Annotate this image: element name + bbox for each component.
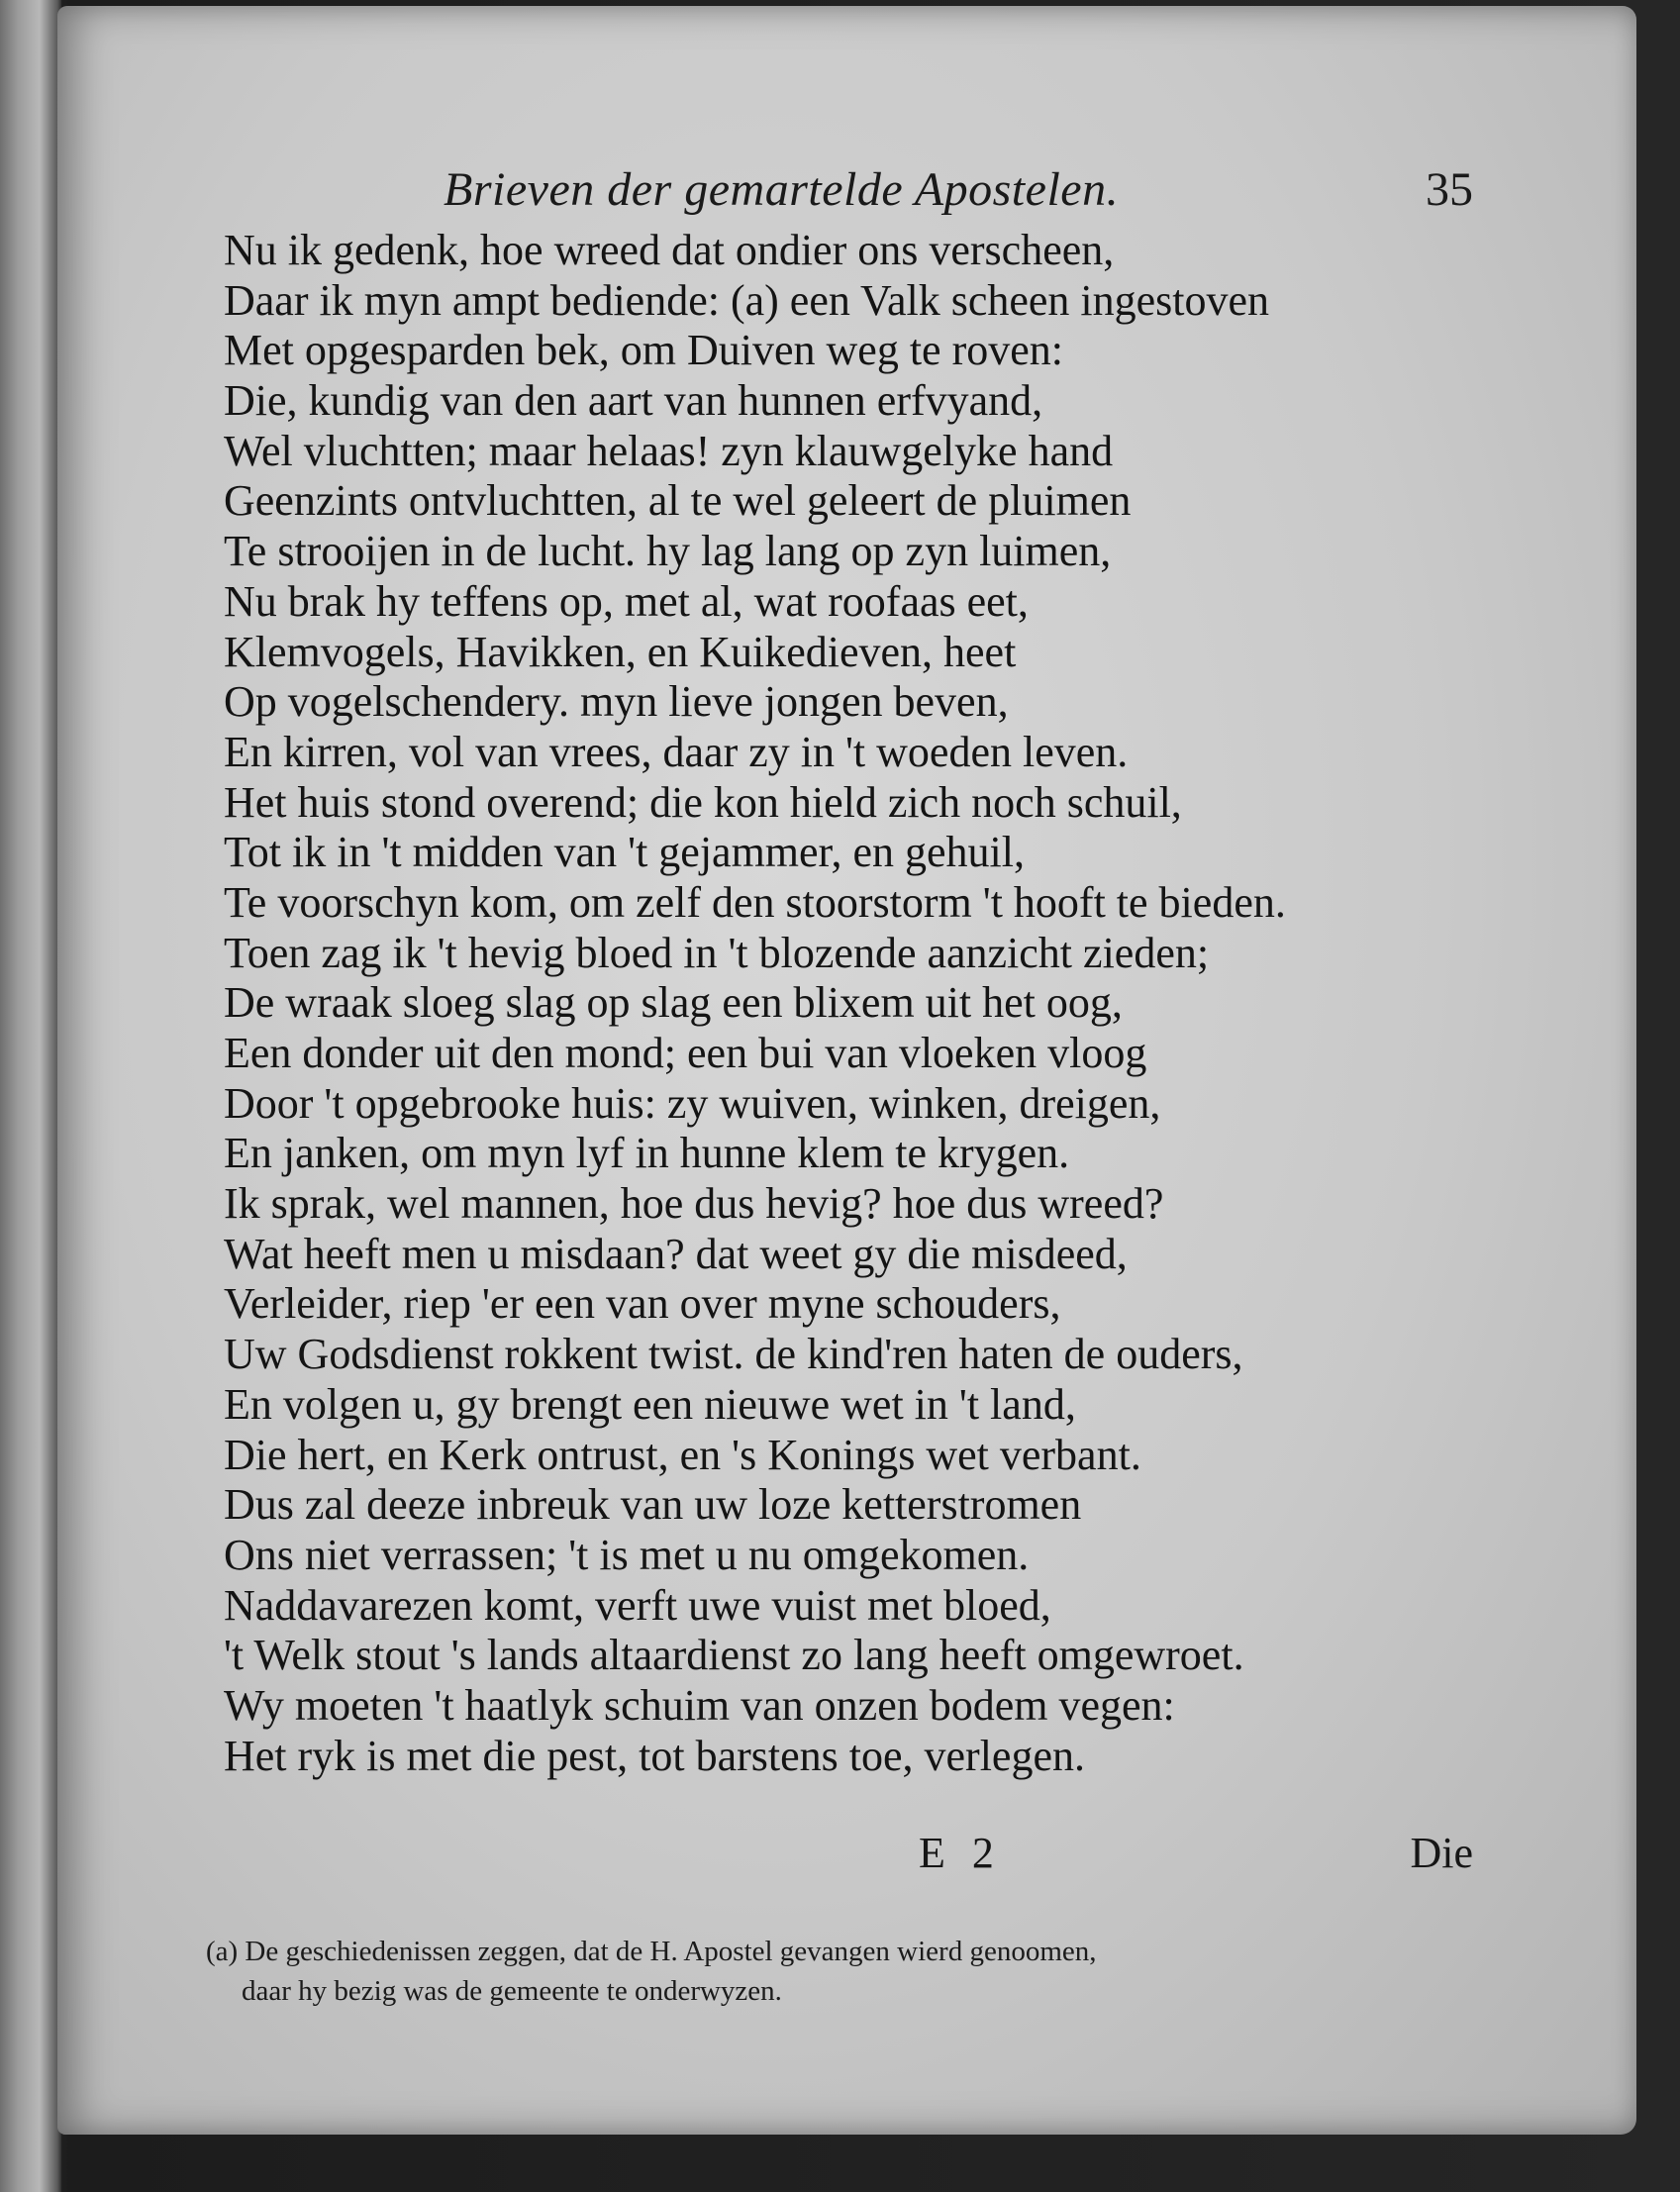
verse-line: Nu brak hy teffens op, met al, wat roofaas eet, [224, 576, 1029, 626]
running-title: Brieven der gemartelde Apostelen. [444, 163, 1120, 216]
verse-line: Dus zal deeze inbreuk van uw loze ketterstromen [224, 1480, 1082, 1530]
page-header [444, 162, 1473, 222]
verse-line: En janken, om myn lyf in hunne klem te krygen. [224, 1129, 1070, 1178]
verse-line: Te strooijen in de lucht. hy lag lang op zyn luimen, [224, 527, 1112, 576]
left-page-edge [0, 0, 61, 2192]
verse-line: Die, kundig van den aart van hunnen erfvyand, [224, 376, 1043, 426]
verse-line: Verleider, riep 'er een van over myne schouders, [224, 1279, 1061, 1329]
verse-line: Naddavarezen komt, verft uwe vuist met bloed, [224, 1580, 1051, 1630]
verse-line: Te voorschyn kom, om zelf den stoorstorm 't hooft te bieden. [224, 877, 1286, 927]
verse-block [224, 226, 1501, 1781]
book-page [57, 6, 1636, 2135]
verse-line: Wat heeft men u misdaan? dat weet gy die misdeed, [224, 1229, 1128, 1278]
verse-line: En volgen u, gy brengt een nieuwe wet in 't land, [224, 1379, 1076, 1429]
verse-line: Uw Godsdienst rokkent twist. de kind'ren haten de ouders, [224, 1330, 1243, 1379]
verse-line: Daar ik myn ampt bediende: (a) een Valk scheen ingestoven [224, 275, 1270, 325]
verse-line: Klemvogels, Havikken, en Kuikedieven, heet [224, 627, 1017, 676]
footnote [206, 1932, 1483, 2011]
signature-mark: E 2 [919, 1829, 1002, 1877]
verse-line: Een donder uit den mond; een bui van vloeken vloog [224, 1029, 1147, 1077]
verse-line: Op vogelschendery. myn lieve jongen beven, [224, 677, 1009, 727]
verse-line: De wraak sloeg slag op slag een blixem uit het oog, [224, 978, 1123, 1028]
verse-line: Nu ik gedenk, hoe wreed dat ondier ons verscheen, [224, 226, 1115, 274]
verse-line: Wy moeten 't haatlyk schuim van onzen bodem vegen: [224, 1680, 1175, 1730]
verse-line: Het ryk is met die pest, tot barstens toe, verlegen. [224, 1731, 1085, 1780]
catchword: Die [1410, 1829, 1473, 1877]
verse-line: Door 't opgebrooke huis: zy wuiven, winken, dreigen, [224, 1078, 1161, 1128]
verse-line: Ik sprak, wel mannen, hoe dus hevig? hoe dus wreed? [224, 1179, 1164, 1229]
page-footer [919, 1828, 1473, 1879]
verse-line: Geenzints ontvluchtten, al te wel geleert de pluimen [224, 476, 1132, 526]
verse-line: En kirren, vol van vrees, daar zy in 't woeden leven. [224, 727, 1129, 776]
verse-line: Toen zag ik 't hevig bloed in 't blozende aanzicht zieden; [224, 928, 1210, 977]
verse-line: Met opgesparden bek, om Duiven weg te roven: [224, 326, 1063, 375]
verse-line: Ons niet verrassen; 't is met u nu omgekomen. [224, 1530, 1030, 1579]
footnote-line: daar hy bezig was de gemeente te onderwyzen. [242, 1975, 782, 2007]
verse-line: 't Welk stout 's lands altaardienst zo lang heeft omgewroet. [224, 1631, 1244, 1680]
verse-line: Het huis stond overend; die kon hield zich noch schuil, [224, 777, 1182, 827]
verse-line: Die hert, en Kerk ontrust, en 's Konings wet verbant. [224, 1430, 1141, 1479]
verse-line: Tot ik in 't midden van 't gejammer, en gehuil, [224, 828, 1025, 877]
verse-line: Wel vluchtten; maar helaas! zyn klauwgelyke hand [224, 426, 1114, 475]
footnote-line: (a) De geschiedenissen zeggen, dat de H. Apostel gevangen wierd genoomen, [206, 1936, 1097, 1967]
page-number: 35 [1426, 163, 1473, 216]
